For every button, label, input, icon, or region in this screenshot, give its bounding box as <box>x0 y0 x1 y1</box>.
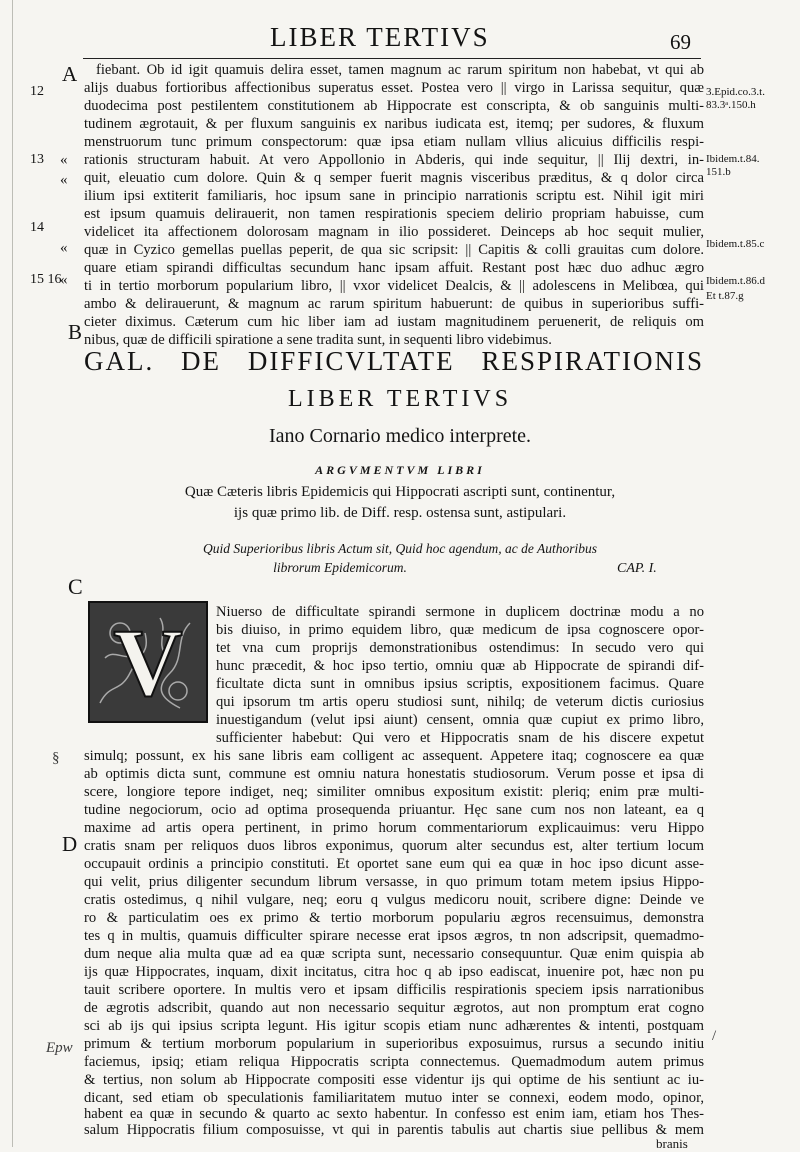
margin-number-12: 12 <box>30 84 44 99</box>
text-line: bis diuiso, in primo equidem libro, quæ medicum de ipsa cognoscere opor- <box>216 622 704 638</box>
margin-reference: 3.Epid.co.3.t. <box>706 86 765 98</box>
text-line: & tertius, non solum ab Hippocrate compositi esse videntur ijs qui optime de his sentiunt ac iu- <box>84 1072 704 1088</box>
section-marker-c: C <box>68 574 83 599</box>
section-marker-b: B <box>68 320 83 344</box>
guillemet-marker: « <box>60 272 68 288</box>
text-line: alijs duabus fortioribus affectionibus superatus esset. Postea vero || virgo in Larissa sequitur, quæ <box>84 80 704 96</box>
text-line: ambo & delirauerunt, & magnum ac rarum spiritum habuerunt: de quibus in superioribus suffi- <box>84 296 704 312</box>
margin-reference: 151.b <box>706 166 731 178</box>
argument-line: Quæ Cæteris libris Epidemicis qui Hippocrati ascripti sunt, continentur, <box>184 484 616 500</box>
text-line: tudinem ægrotauit, & per fluxum sanguinis ex naribus iudicata est, itemq; per sudores, & fluxum <box>84 116 704 132</box>
text-line: ilium ipsi extiterit familiaris, hoc ipsum sane in principio narrationis scriptu est. Nihil igit miri <box>84 188 704 204</box>
text-line: dicant, sed etiam ob speculationis familiaritatem mutuo inter se connexi, eodem modo, opinor, <box>84 1090 704 1106</box>
section-marker-d: D <box>62 832 78 856</box>
text-line: cratis snam per reliquos duos libros exponimus, quorum alter secundus est, alter tertium locum <box>84 838 704 854</box>
guillemet-marker: « <box>60 172 68 188</box>
text-line: videlicet ita affectionem dolorosam magnam in ilio possideret. Deinceps ab hoc sequit mulier, <box>84 224 704 240</box>
text-line: ficultate dicta sunt in omnibus ipsius scriptis, expositionem facimus. Quare <box>216 676 704 692</box>
text-line: salum Hippocratis filium composuisse, vt qui in parentis tabulis aut chartis siue pellibus & mem <box>84 1122 704 1138</box>
initial-letter: V <box>113 609 183 716</box>
handwritten-note: Epw <box>46 1040 73 1056</box>
text-line: de ægrotis adscribit, quando aut non necessario sequitur ægrotos, aut non promptum erat cogno <box>84 1000 704 1016</box>
text-line: ijs quæ Hippocrates, inquam, dixit incitatus, citra hoc q ab ipso eadiscat, inuenire pot, hæc non pu <box>84 964 704 980</box>
text-line: qui velit, prius diligenter secundum librum versasse, in quo primum totam metem ipsius Hippo- <box>84 874 704 890</box>
interpreter-line: Iano Cornario medico interprete. <box>268 425 532 447</box>
text-line: rationis structuram habuit. At vero Appollonio in Abderis, qui inde sequitur, || Ilij dextri, in- <box>84 152 704 168</box>
text-line: primum & tertium morborum popularium in superioribus exposuimus, rursus a secundo initiu <box>84 1036 704 1052</box>
ornament-pattern <box>90 603 206 721</box>
text-line: dum neque alia multa quæ ad ea quæ scripta sunt, necessario consequuntur. Quæ enim quispia ab <box>84 946 704 962</box>
text-line: est ipsum quamuis delirauerit, non tamen respirationis speciem delirio propriam habuisse, cum <box>84 206 704 222</box>
margin-reference: Ibidem.t.85.c <box>706 238 765 250</box>
section-marker-a: A <box>62 62 78 86</box>
text-line: duodecima post pestilentem constitutionem ab Hippocrate est conscripta, & ob sanguinis multi- <box>84 98 704 114</box>
margin-reference: Ibidem.t.84. <box>706 153 760 165</box>
text-line: quit, eleuatio cum dolore. Quin & q semper fuerit magnis visceribus præditus, & q dolor circa <box>84 170 704 186</box>
chapter-heading-line: librorum Epidemicorum. <box>273 560 407 575</box>
chapter-title: GAL. DE DIFFICVLTATE RESPIRATIONIS <box>84 346 704 376</box>
argument-heading: ARGVMENTVM LIBRI <box>315 463 485 477</box>
text-line: maxime ad artis opera pertinent, in primo horum commentariorum explicauimus: veru Hippo <box>84 820 704 836</box>
text-line: occupauit ordinis a principio constituti. Et oportet sane eum qui ea quæ in hoc ipso dicunt asse- <box>84 856 704 872</box>
text-line: cieter diximus. Cæterum cum hic liber iam ad iustam magnitudinem peruenerit, de reliquis om <box>84 314 704 330</box>
decorated-initial <box>88 601 208 723</box>
text-line: simulq; possunt, ex his sane libris eam colligent ac assequent. Appetere itaq; cognoscere ea quæ <box>84 748 704 764</box>
text-line: cratis ostedimus, q nihil vulgare, neq; eoru q vulgus medicoru nouit, scribere digne: Deinde ve <box>84 892 704 908</box>
margin-number-15-16: 15 16 <box>30 272 62 287</box>
text-line: hunc præcedit, & hoc ipso tertio, omniu quæ ab Hippocrate de spirandi dif- <box>216 658 704 674</box>
margin-reference: Ibidem.t.86.d <box>706 275 765 287</box>
chapter-heading-line: Quid Superioribus libris Actum sit, Quid hoc agendum, ac de Authoribus <box>203 541 597 556</box>
text-line: nibus, quæ de difficili spiratione a sene tradita sunt, in sequenti libro videbimus. <box>84 332 552 348</box>
handwritten-mark: § <box>52 750 60 766</box>
page-number: 69 <box>670 30 691 54</box>
margin-reference: 83.3ᵃ.150.h <box>706 99 756 111</box>
text-line: quare etiam spirandi difficultas secundum hanc ipsam affuit. Restant post hæc duo adhuc ægro <box>84 260 704 276</box>
text-line: ti in tertio morborum popularium libro, || vxor videlicet Dealcis, & || adolescens in Melibœa, qui <box>84 278 704 294</box>
chapter-subtitle: LIBER TERTIVS <box>287 386 513 412</box>
argument-line: ijs quæ primo lib. de Diff. resp. ostensa sunt, astipulari. <box>233 505 567 521</box>
guillemet-marker: « <box>60 152 68 168</box>
text-line: habent ea quæ in secundo & quarto ac sexto habentur. In confesso est enim iam, etiam hos Thes- <box>84 1106 704 1122</box>
margin-reference: Et t.87.g <box>706 290 744 302</box>
text-line: inuestigandum (velut ipsi aiunt) censent, omnia quæ cupiut ex primo libro, <box>216 712 704 728</box>
guillemet-marker: « <box>60 240 68 256</box>
margin-number-13: 13 <box>30 152 44 167</box>
text-line: sufficienter habebut: Qui vero et Hippocratis snam de his discere expetut <box>216 730 704 746</box>
text-line: tes q in multis, quamuis difficulter spirare necesse erat ipsos ægros, tn non adscripsit, quemadmo- <box>84 928 704 944</box>
text-line: ab optimis dicta sunt, commune est omniu natura honestatis studiosorum. Verum posse et ipsa di <box>84 766 704 782</box>
margin-number-14: 14 <box>30 220 44 235</box>
text-line: tet vna cum proprijs demonstrationibus ostendimus: In secudo vero qui <box>216 640 704 656</box>
text-line: tauit scribere oportere. In multis vero et ipsam difficilis respirationis speciem ipsis narrationibus <box>84 982 704 998</box>
chapter-number: CAP. I. <box>617 561 657 576</box>
text-line: sci ab ijs qui ipsius scripta legunt. His igitur scopis etiam nunc adhærentes & intenti, postquam <box>84 1018 704 1034</box>
running-title: LIBER TERTIVS <box>270 22 490 52</box>
text-line: menstruorum tunc primum conspectorum: quæ ipsa etiam nullam vllius alicuius difficilis respi- <box>84 134 704 150</box>
text-line: quæ in Cyzico gemellas puellas peperit, de qua sic scripsit: || Capitis & colli grauitas cum dolore. <box>84 242 704 258</box>
text-line: ro & particulatim oes ex primo & tertio morborum populariu ægros recensuimus, demonstra <box>84 910 704 926</box>
handwritten-mark: / <box>712 1028 717 1044</box>
text-line: Niuerso de difficultate spirandi sermone in duplicem doctrinæ modu a no <box>216 604 704 620</box>
catchword: branis <box>656 1136 688 1151</box>
text-line: tudine negociorum, ocio ad optima prosequenda priuantur. Hęc sane cum nos non lateant, ea q <box>84 802 704 818</box>
text-line: faciemus, ipsiq; etiam reliqua Hippocratis scripta connectemus. Quemadmodum autem primus <box>84 1054 704 1070</box>
text-line: scere, longiore tepore indiget, neq; similiter omnibus expositum existit: pleriq; enim præ multi- <box>84 784 704 800</box>
header-rule <box>83 58 701 59</box>
text-line: qui ipsorum tm artis operu studiosi sunt, nihilq; de veterum dictis curiosius <box>216 694 704 710</box>
text-line: fiebant. Ob id igit quamuis delira esset, tamen magnum ac rarum spiritum non habebat, vt qui ab <box>96 62 704 78</box>
